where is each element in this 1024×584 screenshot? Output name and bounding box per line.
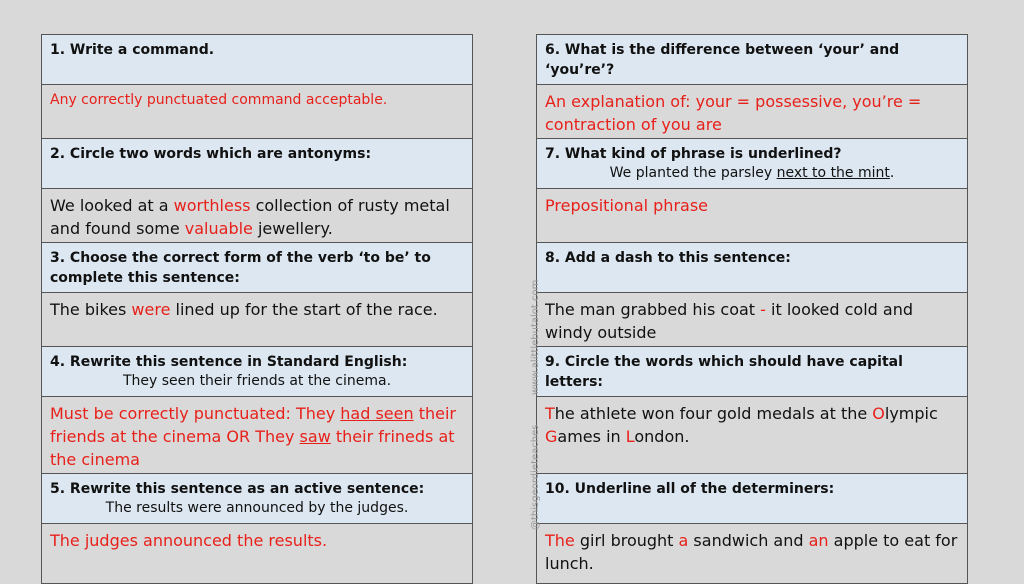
- answer-highlight: O: [872, 404, 885, 423]
- question-text: 6. What is the difference between ‘your’ and ‘you’re’?: [545, 42, 900, 78]
- answer-text: sandwich and: [688, 531, 809, 550]
- right-answer-3: [537, 293, 967, 347]
- right-answer-1: [537, 85, 967, 139]
- question-text: 8. Add a dash to this sentence:: [545, 250, 791, 266]
- answer-text: We looked at a: [50, 196, 174, 215]
- right-question-table: [536, 34, 968, 584]
- answer-text: lympic: [884, 404, 938, 423]
- question-text: 9. Circle the words which should have capital letters:: [545, 354, 903, 390]
- right-answer-5: [537, 524, 967, 584]
- answer-highlight: Any correctly punctuated command acceptable.: [50, 92, 388, 108]
- answer-text: The bikes: [50, 300, 132, 319]
- left-answer-2: [42, 189, 472, 243]
- answer-text: collection of rusty metal and found some: [50, 196, 450, 238]
- answer-highlight: worthless: [173, 196, 251, 215]
- answer-highlight: -: [760, 300, 766, 319]
- left-question-1: [42, 35, 472, 85]
- answer-highlight: valuable: [184, 219, 253, 238]
- answer-highlight: Prepositional phrase: [545, 196, 709, 215]
- right-question-1: [537, 35, 967, 85]
- answer-highlight: their frineds at the cinema: [50, 427, 455, 469]
- answer-highlight: were: [131, 300, 171, 319]
- left-question-3: [42, 243, 472, 293]
- left-answer-1: [42, 85, 472, 139]
- answer-highlight: had seen: [340, 404, 414, 423]
- question-text: 7. What kind of phrase is underlined?: [545, 146, 842, 162]
- question-text: 2. Circle two words which are antonyms:: [50, 146, 372, 162]
- example-fragment: We planted the parsley: [609, 165, 777, 181]
- question-text: 5. Rewrite this sentence as an active sentence:: [50, 481, 425, 497]
- answer-highlight: L: [625, 427, 635, 446]
- left-answer-4: [42, 397, 472, 474]
- left-question-table: [41, 34, 473, 584]
- answer-highlight: T: [545, 404, 555, 423]
- answer-text: The man grabbed his coat: [545, 300, 761, 319]
- example-fragment: next to the mint: [776, 165, 890, 181]
- answer-text: he athlete won four gold medals at the: [554, 404, 873, 423]
- answer-highlight: G: [545, 427, 558, 446]
- question-example-sentence: The results were announced by the judges.: [105, 500, 409, 516]
- answer-highlight: a: [678, 531, 689, 550]
- answer-highlight: an: [808, 531, 829, 550]
- left-question-5: [42, 474, 472, 524]
- answer-text: ondon.: [634, 427, 690, 446]
- right-question-5: [537, 474, 967, 524]
- answer-text: jewellery.: [252, 219, 333, 238]
- answer-text: it looked cold and windy outside: [545, 300, 914, 342]
- answer-highlight: An explanation of: your = possessive, you’re = contraction of you are: [545, 92, 922, 134]
- right-question-4: [537, 347, 967, 397]
- answer-highlight: The: [545, 531, 575, 550]
- watermark-url: www.alittlebutalot.com: [530, 279, 541, 395]
- right-question-3: [537, 243, 967, 293]
- answer-highlight: Must be correctly punctuated: They: [50, 404, 341, 423]
- example-fragment: .: [889, 165, 895, 181]
- question-example-sentence: They seen their friends at the cinema.: [122, 373, 392, 389]
- left-question-4: [42, 347, 472, 397]
- watermark-handle: @thisgeordieteaches: [530, 424, 541, 530]
- answer-highlight: saw: [299, 427, 331, 446]
- answer-highlight: The judges announced the results.: [50, 531, 328, 550]
- left-answer-3: [42, 293, 472, 347]
- question-text: 4. Rewrite this sentence in Standard English:: [50, 354, 408, 370]
- right-answer-4: [537, 397, 967, 474]
- question-text: 3. Choose the correct form of the verb ‘to be’ to complete this sentence:: [50, 250, 431, 286]
- left-answer-5: [42, 524, 472, 584]
- answer-text: girl brought: [574, 531, 679, 550]
- question-text: 1. Write a command.: [50, 42, 215, 58]
- answer-highlight: their friends at the cinema OR They: [50, 404, 456, 446]
- question-example-sentence: [545, 164, 959, 183]
- right-answer-2: [537, 189, 967, 243]
- right-question-2: [537, 139, 967, 189]
- question-text: 10. Underline all of the determiners:: [545, 481, 835, 497]
- answer-text: apple to eat for lunch.: [545, 531, 958, 573]
- left-question-2: [42, 139, 472, 189]
- answer-text: ames in: [557, 427, 626, 446]
- answer-text: lined up for the start of the race.: [170, 300, 438, 319]
